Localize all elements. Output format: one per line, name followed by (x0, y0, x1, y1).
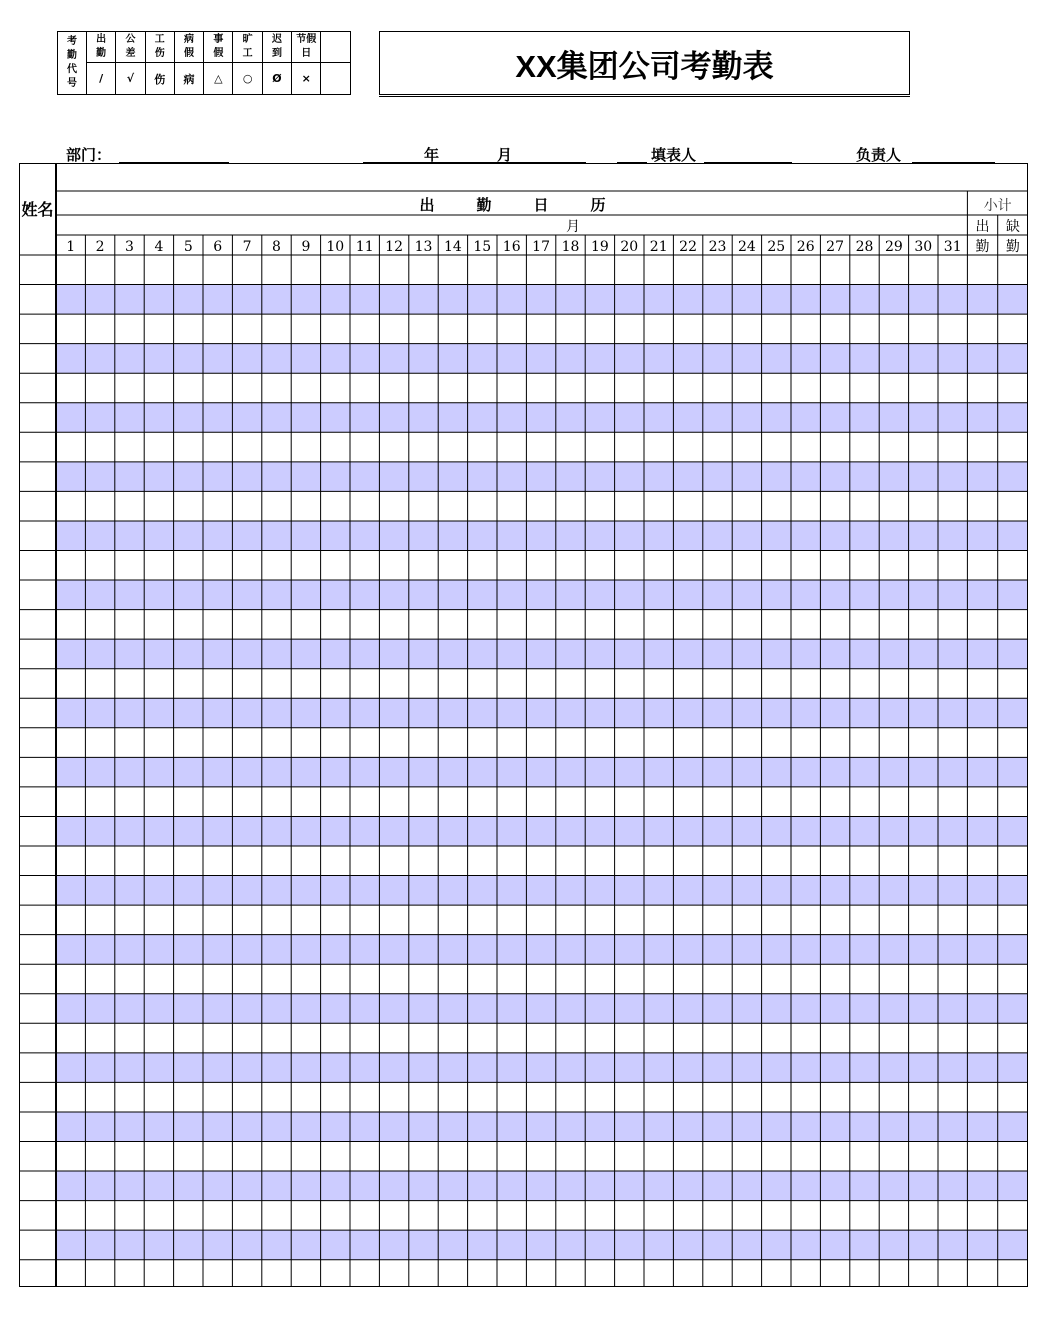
day-number: 29 (884, 239, 903, 255)
legend-symbol: × (301, 72, 311, 85)
filler-label: 填表人 (651, 146, 697, 164)
legend-type-label: 迟到 (271, 34, 282, 59)
page-title: XX集团公司考勤表 (379, 31, 910, 95)
legend-header (58, 32, 87, 94)
table-row-stripe (56, 1053, 1028, 1083)
day-number: 25 (767, 239, 786, 255)
attendance-table (19, 163, 1028, 1287)
name-column-header: 姓名 (21, 200, 54, 219)
legend-type-label: 工伤 (154, 34, 165, 59)
day-number: 2 (95, 239, 105, 255)
calendar-header-char: 历 (590, 196, 606, 214)
day-number: 17 (532, 239, 551, 255)
year-label: 年 (424, 146, 440, 164)
day-number: 7 (242, 239, 252, 255)
legend-type-label: 病假 (184, 34, 195, 59)
legend-column (234, 32, 263, 94)
legend-type-label: 事假 (213, 34, 224, 59)
legend-header-label: 考勤代号 (67, 36, 77, 89)
absent-header-char: 勤 (1005, 239, 1020, 255)
table-row-stripe (56, 816, 1028, 846)
table-row-stripe (56, 876, 1028, 906)
department-label: 部门： (66, 146, 112, 164)
manager-label: 负责人 (856, 146, 902, 164)
day-number: 4 (154, 239, 164, 255)
legend-symbol: 伤 (154, 72, 166, 86)
table-row-stripe (56, 580, 1028, 610)
table-row-stripe (56, 521, 1028, 551)
day-number: 23 (708, 239, 727, 255)
table-row-stripe (56, 639, 1028, 669)
day-number: 6 (213, 239, 223, 255)
attendance-code-legend (57, 31, 351, 95)
absent-header-char: 缺 (1005, 219, 1020, 235)
legend-symbol: / (99, 72, 104, 85)
legend-column (146, 32, 175, 94)
title-underline (379, 96, 910, 97)
table-row-stripe (56, 1230, 1028, 1260)
day-number: 5 (183, 239, 193, 255)
day-number: 9 (301, 239, 311, 255)
day-number: 3 (125, 239, 134, 255)
legend-symbol: △ (214, 72, 223, 85)
table-row-stripe (56, 344, 1028, 374)
day-number: 16 (502, 239, 521, 255)
day-number: 30 (914, 239, 933, 255)
month-label: 月 (497, 146, 513, 164)
legend-type-label: 公差 (125, 34, 136, 59)
legend-type-label (321, 32, 350, 62)
table-row-stripe (56, 698, 1028, 728)
day-number: 19 (590, 239, 609, 255)
day-number: 21 (649, 239, 668, 255)
legend-symbol: 病 (183, 72, 195, 86)
legend-symbol: Ø (272, 72, 282, 85)
day-number: 10 (326, 239, 345, 255)
legend-column (116, 32, 145, 94)
day-number: 14 (443, 239, 462, 255)
day-number: 24 (737, 239, 756, 255)
day-number: 20 (620, 239, 639, 255)
legend-column (321, 32, 350, 94)
attend-header-char: 出 (975, 219, 990, 235)
calendar-header-char: 勤 (476, 196, 492, 214)
table-row-stripe (56, 285, 1028, 315)
legend-column (263, 32, 292, 94)
legend-type-label: 节假日 (296, 34, 317, 59)
legend-column (175, 32, 204, 94)
calendar-header-char: 日 (533, 196, 549, 214)
day-number: 28 (855, 239, 874, 255)
day-number: 18 (561, 239, 580, 255)
table-row-stripe (56, 403, 1028, 433)
day-number: 1 (66, 239, 76, 255)
table-row-stripe (56, 462, 1028, 492)
day-number: 31 (943, 239, 962, 255)
day-number: 11 (355, 239, 374, 255)
table-row-stripe (56, 935, 1028, 965)
legend-symbol: √ (126, 72, 135, 85)
day-number: 8 (272, 239, 281, 255)
day-number: 12 (385, 239, 404, 255)
legend-type-label: 出勤 (96, 34, 107, 59)
table-row-stripe (56, 757, 1028, 787)
table-row-stripe (56, 1171, 1028, 1201)
subtotal-header: 小计 (983, 198, 1012, 214)
calendar-header-char: 出 (419, 196, 435, 214)
day-number: 26 (796, 239, 815, 255)
day-number: 27 (826, 239, 845, 255)
legend-column (87, 32, 116, 94)
day-number: 13 (414, 239, 433, 255)
day-number: 15 (473, 239, 492, 255)
attend-header-char: 勤 (975, 239, 990, 255)
legend-symbol (321, 63, 350, 94)
table-row-stripe (56, 1112, 1028, 1142)
table-row-stripe (56, 994, 1028, 1024)
legend-symbol: ○ (242, 72, 253, 85)
legend-type-label: 旷工 (242, 34, 253, 59)
day-number: 22 (679, 239, 698, 255)
legend-column (204, 32, 233, 94)
legend-column (292, 32, 321, 94)
calendar-month-label: 月 (566, 219, 580, 235)
